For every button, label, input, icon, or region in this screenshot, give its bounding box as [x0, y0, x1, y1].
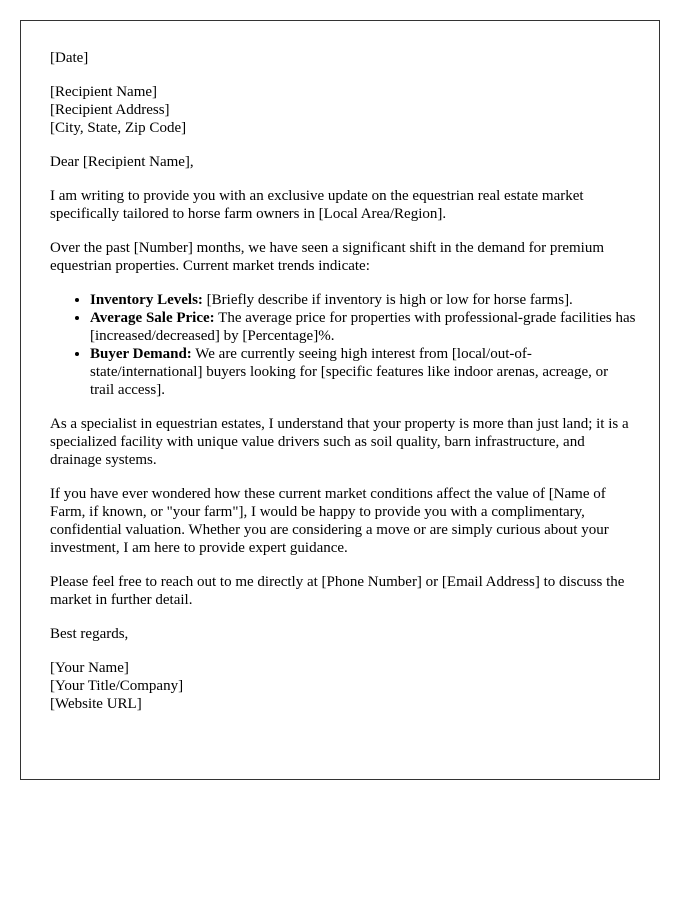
salutation: Dear [Recipient Name],	[50, 154, 194, 170]
specialist-paragraph: As a specialist in equestrian estates, I understand that your property is more than just land; it is a specialized facility with unique value drivers such as soil quality, barn infrastructure, and drainage systems.	[50, 416, 629, 468]
trends-paragraph: Over the past [Number] months, we have seen a significant shift in the demand for premium equestrian properties. Current market trends indicate:	[50, 240, 605, 274]
list-item	[90, 309, 636, 345]
closing: Best regards,	[50, 626, 129, 642]
bullet-label-demand: Buyer Demand:	[90, 346, 192, 362]
recipient-city-state-zip: [City, State, Zip Code]	[50, 120, 187, 136]
recipient-address: [Recipient Address]	[50, 102, 170, 118]
signature-block	[50, 659, 636, 713]
letter-frame	[20, 20, 660, 780]
signature-name: [Your Name]	[50, 660, 129, 676]
recipient-block	[50, 83, 636, 137]
bullet-label-price: Average Sale Price:	[90, 310, 215, 326]
letter-date: [Date]	[50, 50, 89, 66]
bullet-label-inventory: Inventory Levels:	[90, 292, 203, 308]
letter-body	[50, 49, 636, 713]
bullet-text-demand: We are currently seeing high interest from [local/out-of-state/international] buyers looking for [specific features like indoor arenas, acreage, or trail access].	[90, 346, 609, 398]
contact-paragraph: Please feel free to reach out to me directly at [Phone Number] or [Email Address] to discuss the market in further detail.	[50, 574, 625, 608]
recipient-name: [Recipient Name]	[50, 84, 158, 100]
valuation-paragraph: If you have ever wondered how these current market conditions affect the value of [Name of Farm, if known, or "your farm"], I would be happy to provide you with a complimentary, confidential valuation. Whether you are considering a move or are simply curious about your investment, I am here to provide expert guidance.	[50, 486, 609, 556]
bullet-text-inventory: [Briefly describe if inventory is high or low for horse farms].	[202, 292, 573, 308]
date-block	[50, 49, 636, 67]
intro-paragraph: I am writing to provide you with an exclusive update on the equestrian real estate market specifically tailored to horse farm owners in [Local Area/Region].	[50, 188, 584, 222]
list-item	[90, 291, 636, 309]
signature-website: [Website URL]	[50, 696, 142, 712]
signature-title-company: [Your Title/Company]	[50, 678, 184, 694]
market-trends-list	[50, 291, 636, 399]
list-item	[90, 345, 636, 399]
bullet-text-price: The average price for properties with professional-grade facilities has [increased/decreased] by [Percentage]%.	[90, 310, 636, 344]
